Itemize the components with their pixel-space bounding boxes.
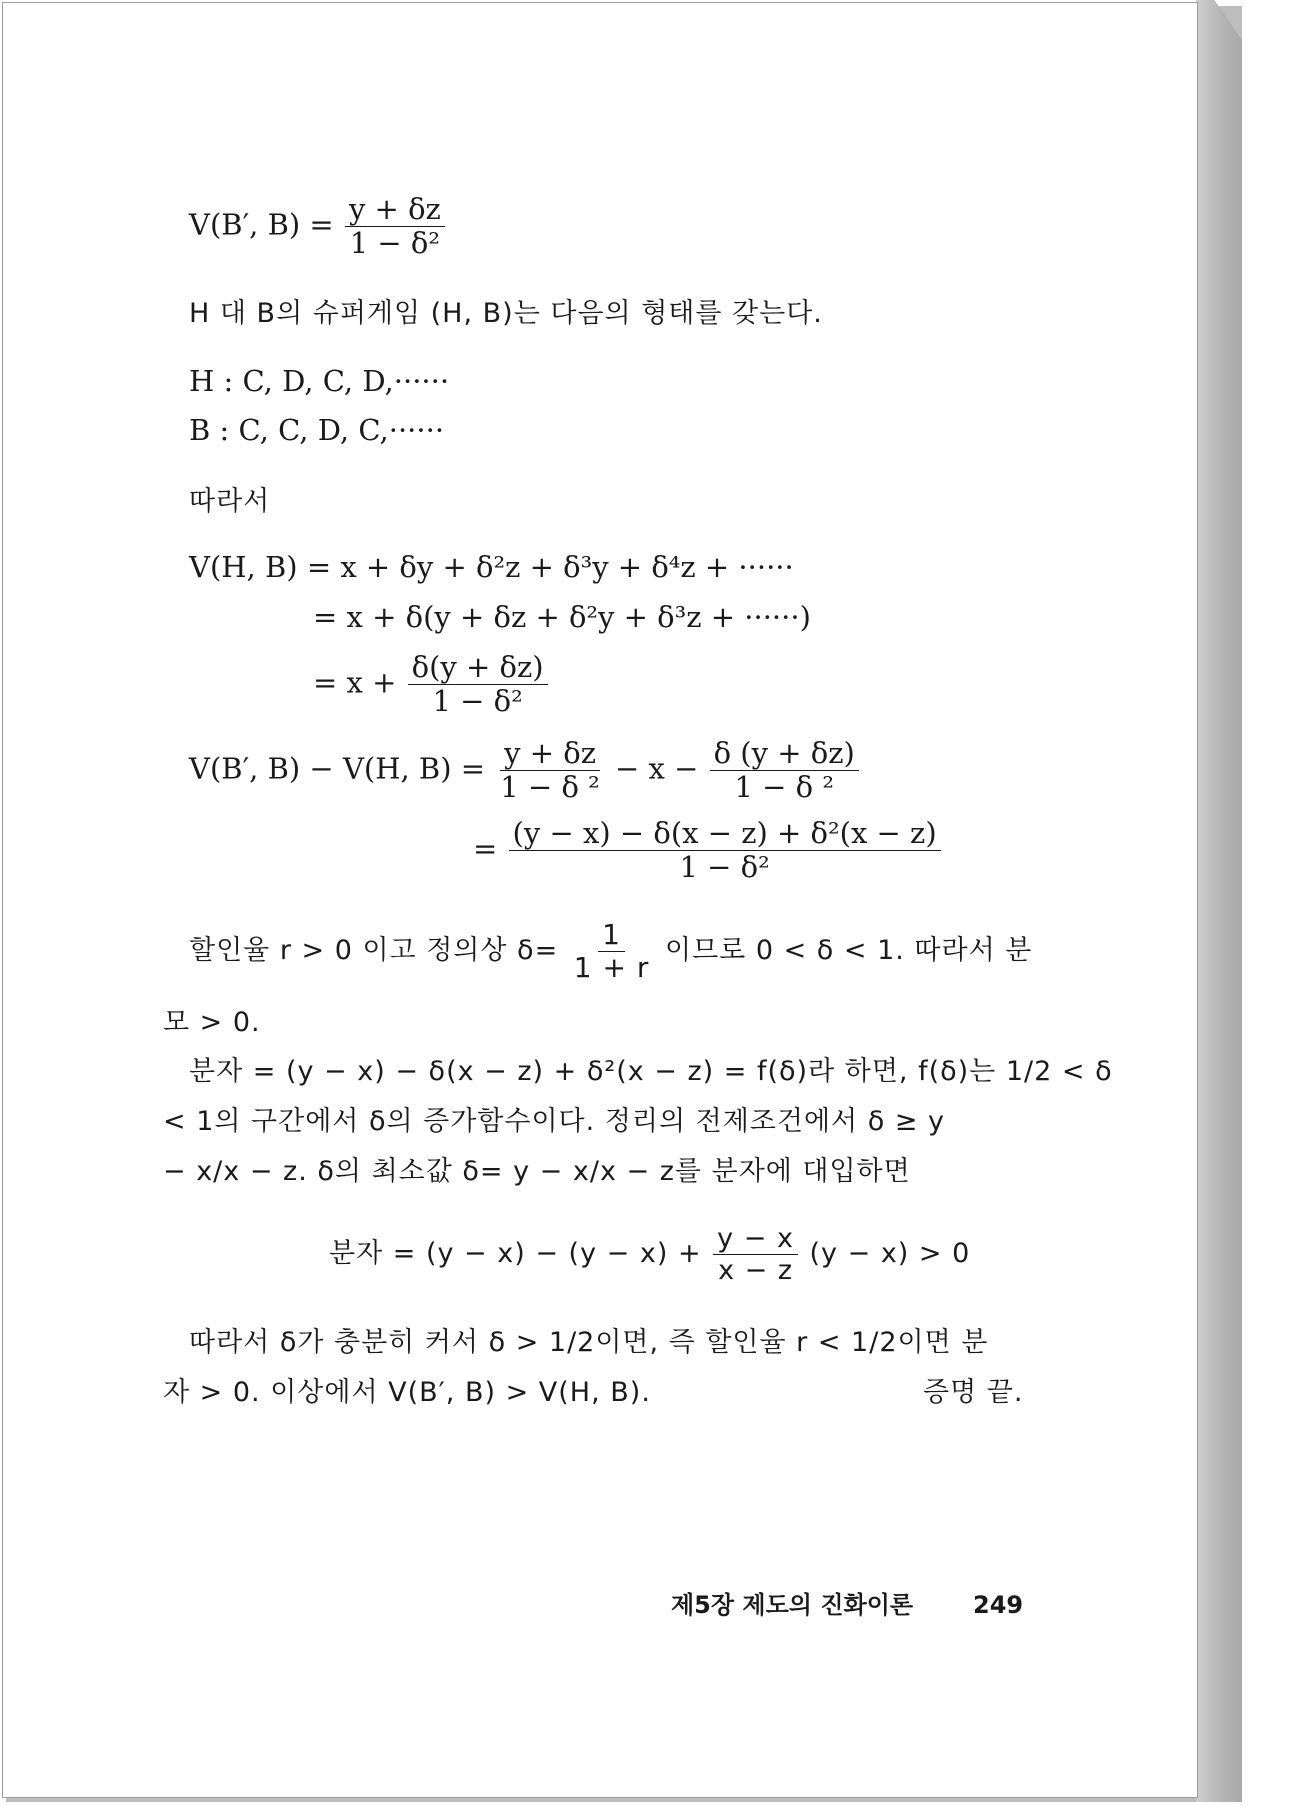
sequence-h: H : C, D, C, D,······ xyxy=(189,364,450,398)
vhb-line-2: = x + δ(y + δz + δ²y + δ³z + ······) xyxy=(313,600,811,634)
eq-numer-suffix: (y − x) > 0 xyxy=(809,1238,971,1269)
eq-numer-prefix: 분자 = (y − x) − (y − x) + xyxy=(329,1238,702,1269)
diff-line2-numerator: (y − x) − δ(x − z) + δ²(x − z) xyxy=(509,819,941,851)
qed-mark: 증명 끝. xyxy=(923,1377,1024,1408)
paragraph-numerator-line-1: 분자 = (y − x) − δ(x − z) + δ²(x − z) = f(δ)라 하면, f(δ)는 1/2 < δ xyxy=(189,1056,1113,1087)
equation-v-bprime-b xyxy=(189,192,447,260)
equation-numerator xyxy=(329,1225,970,1284)
diff-line-2 xyxy=(473,816,943,884)
para1-prefix: 할인율 r > 0 이고 정의상 δ= xyxy=(189,935,559,966)
para1-fraction xyxy=(570,918,654,984)
diff-fraction-1 xyxy=(496,736,604,804)
para1-numerator: 1 xyxy=(598,921,625,952)
paragraph-conclusion-line-2: 자 > 0. 이상에서 V(B′, B) > V(H, B). xyxy=(163,1377,651,1408)
vhb-line3-denominator: 1 − δ² xyxy=(432,684,523,718)
diff-f1-numerator: y + δz xyxy=(500,739,600,771)
para1-denominator: 1 + r xyxy=(573,951,650,984)
diff-mid: − x − xyxy=(615,751,699,786)
diff-line2-denominator: 1 − δ² xyxy=(679,850,770,884)
eq-numer-denominator: x − z xyxy=(718,1255,794,1286)
eq1-denominator: 1 − δ² xyxy=(349,226,441,260)
diff-line-1 xyxy=(189,736,861,804)
paragraph-numerator-line-3: − x/x − z. δ의 최소값 δ= y − x/x − z를 분자에 대입하면 xyxy=(163,1156,911,1187)
vhb-line3-fraction xyxy=(408,650,548,718)
para1-suffix: 이므로 0 < δ < 1. 따라서 분 xyxy=(664,935,1033,966)
diff-fraction-2 xyxy=(710,736,859,804)
diff-line2-prefix: = xyxy=(473,831,498,866)
diff-f2-numerator: δ (y + δz) xyxy=(710,739,859,771)
vhb-line-3 xyxy=(313,650,550,718)
paragraph-discount-rate xyxy=(189,918,1033,984)
paragraph-conclusion-line-1: 따라서 δ가 충분히 커서 δ > 1/2이면, 즉 할인율 r < 1/2이면 분 xyxy=(189,1327,989,1358)
paragraph-numerator-line-2: < 1의 구간에서 δ의 증가함수이다. 정리의 전제조건에서 δ ≥ y xyxy=(163,1106,945,1137)
book-page-edge xyxy=(1196,0,1242,1802)
book-page xyxy=(2,2,1198,1798)
vhb-line3-numerator: δ(y + δz) xyxy=(408,653,548,685)
supergame-sentence: H 대 B의 슈퍼게임 (H, B)는 다음의 형태를 갖는다. xyxy=(189,298,823,329)
page-number: 249 xyxy=(973,1591,1024,1619)
running-footer-chapter: 제5장 제도의 진화이론 xyxy=(671,1591,914,1619)
therefore-label: 따라서 xyxy=(189,486,271,517)
eq1-fraction xyxy=(345,192,445,260)
eq-numer-fraction xyxy=(713,1225,798,1284)
diff-lhs: V(B′, B) − V(H, B) = xyxy=(189,751,486,786)
sequence-b: B : C, C, D, C,······ xyxy=(189,413,445,447)
vhb-line3-prefix: = x + xyxy=(313,665,397,700)
diff-line2-fraction xyxy=(509,816,941,884)
eq-numer-numerator: y − x xyxy=(713,1225,798,1255)
eq1-numerator: y + δz xyxy=(345,195,445,227)
paragraph-discount-rate-cont: 모 > 0. xyxy=(163,1007,261,1038)
diff-f2-denominator: 1 − δ ² xyxy=(734,770,834,804)
eq1-lhs: V(B′, B) = xyxy=(189,207,334,242)
vhb-line-1: V(H, B) = x + δy + δ²z + δ³y + δ⁴z + ······ xyxy=(189,550,794,584)
diff-f1-denominator: 1 − δ ² xyxy=(500,770,600,804)
